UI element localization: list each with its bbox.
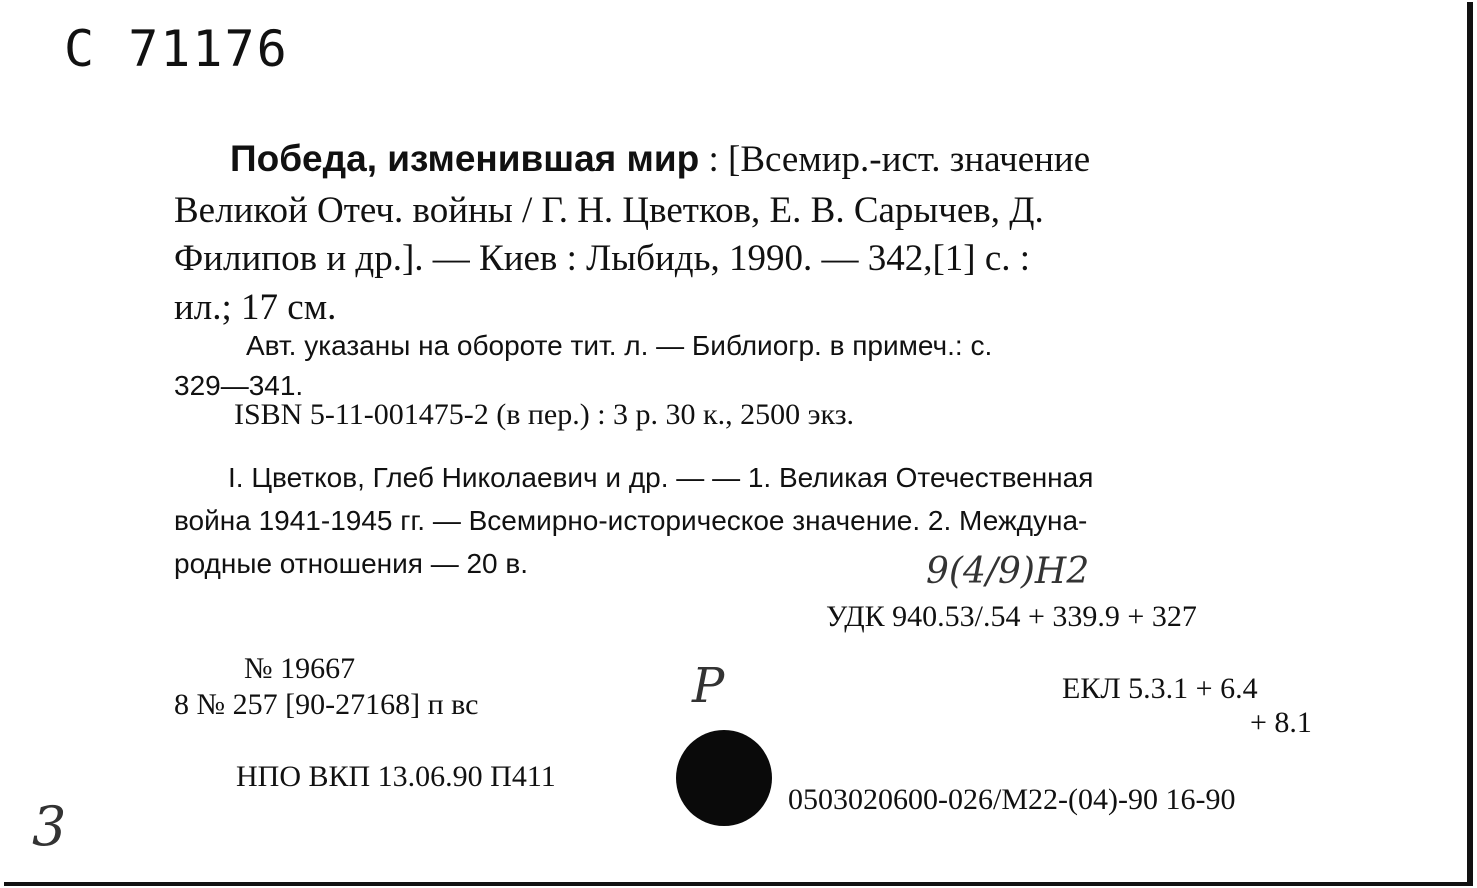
title-line-3: Филипов и др.]. — Киев : Лыбидь, 1990. — 342,[1] с. : xyxy=(174,238,1031,279)
number-line: № 19667 xyxy=(244,652,356,685)
title-line-1 xyxy=(230,140,1090,178)
npo-line: НПО ВКП 13.06.90 П411 xyxy=(236,760,556,793)
handwritten-digit: 3 xyxy=(32,795,67,858)
tracing-line-3: родные отношения — 20 в. xyxy=(174,548,529,579)
ekl-line-2: + 8.1 xyxy=(1250,706,1312,739)
punch-hole xyxy=(676,730,772,826)
order-line: 8 № 257 [90-27168] п вс xyxy=(174,688,479,721)
title-line-2: Великой Отеч. войны / Г. Н. Цветков, Е. В. Сарычев, Д. xyxy=(174,190,1044,231)
handwritten-note: 9(4/9)Н2 xyxy=(926,551,1090,592)
udk-line: УДК 940.53/.54 + 339.9 + 327 xyxy=(826,600,1197,633)
catalog-code: С 71176 xyxy=(64,20,289,78)
title-line-4: ил.; 17 см. xyxy=(174,287,337,328)
tracing-line-1: I. Цветков, Глеб Николаевич и др. — — 1. Великая Отечественная xyxy=(228,462,1094,493)
note-line-2: 329—341. xyxy=(174,370,304,401)
isbn-line: ISBN 5-11-001475-2 (в пер.) : 3 р. 30 к., 2500 экз. xyxy=(234,398,855,431)
code-line: 0503020600-026/М22-(04)-90 16-90 xyxy=(788,783,1236,816)
tracing-line-2: война 1941-1945 гг. — Всемирно-историческое значение. 2. Междуна- xyxy=(174,505,1088,536)
handwritten-mark: Р xyxy=(692,658,725,714)
note-line-1: Авт. указаны на обороте тит. л. — Библиогр. в примеч.: с. xyxy=(246,330,993,361)
title-line-1-rest: : [Всемир.-ист. значение xyxy=(708,139,1091,180)
title: Победа, изменившая мир xyxy=(230,138,700,179)
ekl-line-1: ЕКЛ 5.3.1 + 6.4 xyxy=(1062,672,1258,705)
catalog-card xyxy=(4,2,1473,886)
